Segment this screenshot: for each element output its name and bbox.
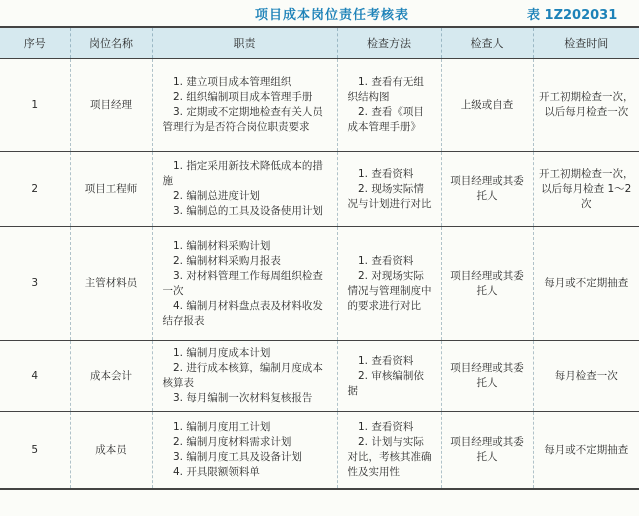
table-row	[0, 227, 639, 341]
duty-item: 2. 组织编制项目成本管理手册	[173, 91, 313, 103]
header-no: 序号	[0, 27, 70, 59]
duty-item: 3. 每月编制一次材料复核报告	[173, 392, 313, 404]
duty-item: 3. 定期或不定期地检查有关人员管理行为是否符合岗位职责要求	[162, 106, 323, 133]
duty-item: 1. 编制月度成本计划	[173, 347, 271, 359]
cell-inspector: 项目经理或其委托人	[441, 412, 533, 490]
method-item: 2. 查看《项目成本管理手册》	[347, 106, 424, 133]
cell-method	[337, 412, 441, 490]
cell-position: 成本会计	[70, 341, 152, 412]
cell-time: 每月或不定期抽查	[533, 227, 639, 341]
table-row	[0, 152, 639, 227]
cell-no: 4	[0, 341, 70, 412]
duty-item: 1. 建立项目成本管理组织	[173, 76, 292, 88]
method-item: 1. 查看资料	[358, 354, 414, 367]
table-row	[0, 341, 639, 412]
cell-method	[337, 59, 441, 152]
cell-time: 每月或不定期抽查	[533, 412, 639, 490]
cell-time: 开工初期检查一次，以后每月检查 1～2 次	[533, 152, 639, 227]
header-position: 岗位名称	[70, 27, 152, 59]
cell-position: 成本员	[70, 412, 152, 490]
header-method: 检查方法	[337, 27, 441, 59]
method-item: 2. 计划与实际对比，考核其准确性及实用性	[347, 436, 432, 478]
cell-no: 2	[0, 152, 70, 227]
cell-position: 项目工程师	[70, 152, 152, 227]
cell-no: 5	[0, 412, 70, 490]
cell-method	[337, 227, 441, 341]
table-number: 表 1Z202031	[527, 8, 618, 23]
method-item: 1. 查看资料	[358, 167, 414, 180]
table-row	[0, 59, 639, 152]
cell-duties	[152, 152, 337, 227]
cell-inspector: 项目经理或其委托人	[441, 227, 533, 341]
responsibility-table	[0, 26, 639, 490]
duty-item: 3. 编制月度工具及设备计划	[173, 451, 302, 463]
header-duties: 职责	[152, 27, 337, 59]
method-item: 1. 查看资料	[358, 421, 414, 433]
duty-item: 3. 对材料管理工作每周组织检查一次	[162, 269, 323, 297]
cell-time: 每月检查一次	[533, 341, 639, 412]
table-caption	[0, 0, 639, 26]
duty-item: 4. 编制月材料盘点表及材料收发结存报表	[162, 299, 323, 327]
cell-duties	[152, 227, 337, 341]
header-inspector: 检查人	[441, 27, 533, 59]
header-row	[0, 27, 639, 59]
duty-item: 3. 编制总的工具及设备使用计划	[173, 205, 323, 217]
cell-no: 1	[0, 59, 70, 152]
cell-no: 3	[0, 227, 70, 341]
duty-item: 1. 编制材料采购计划	[173, 239, 271, 252]
duty-item: 2. 编制材料采购月报表	[173, 254, 281, 267]
duty-item: 2. 进行成本核算，编制月度成本核算表	[162, 362, 323, 389]
method-item: 2. 对现场实际情况与管理制度中的要求进行对比	[347, 269, 432, 312]
cell-duties	[152, 412, 337, 490]
duty-item: 2. 编制总进度计划	[173, 190, 260, 202]
duty-item: 4. 开具限额领料单	[173, 466, 260, 478]
method-item: 2. 现场实际情况与计划进行对比	[347, 182, 432, 210]
method-item: 1. 查看有无组织结构图	[347, 76, 424, 103]
header-time: 检查时间	[533, 27, 639, 59]
cell-method	[337, 341, 441, 412]
cell-duties	[152, 341, 337, 412]
table-title: 项目成本岗位责任考核表	[255, 8, 410, 23]
duty-item: 1. 编制月度用工计划	[173, 421, 271, 433]
cell-position: 主管材料员	[70, 227, 152, 341]
cell-duties	[152, 59, 337, 152]
table-row	[0, 412, 639, 490]
method-item: 1. 查看资料	[358, 254, 414, 267]
duty-item: 2. 编制月度材料需求计划	[173, 436, 292, 448]
cell-inspector: 项目经理或其委托人	[441, 341, 533, 412]
cell-time: 开工初期检查一次，以后每月检查一次	[533, 59, 639, 152]
duty-item: 1. 指定采用新技术降低成本的措施	[162, 160, 323, 187]
method-item: 2. 审核编制依据	[347, 369, 424, 397]
cell-inspector: 项目经理或其委托人	[441, 152, 533, 227]
cell-position: 项目经理	[70, 59, 152, 152]
cell-inspector: 上级或自查	[441, 59, 533, 152]
cell-method	[337, 152, 441, 227]
